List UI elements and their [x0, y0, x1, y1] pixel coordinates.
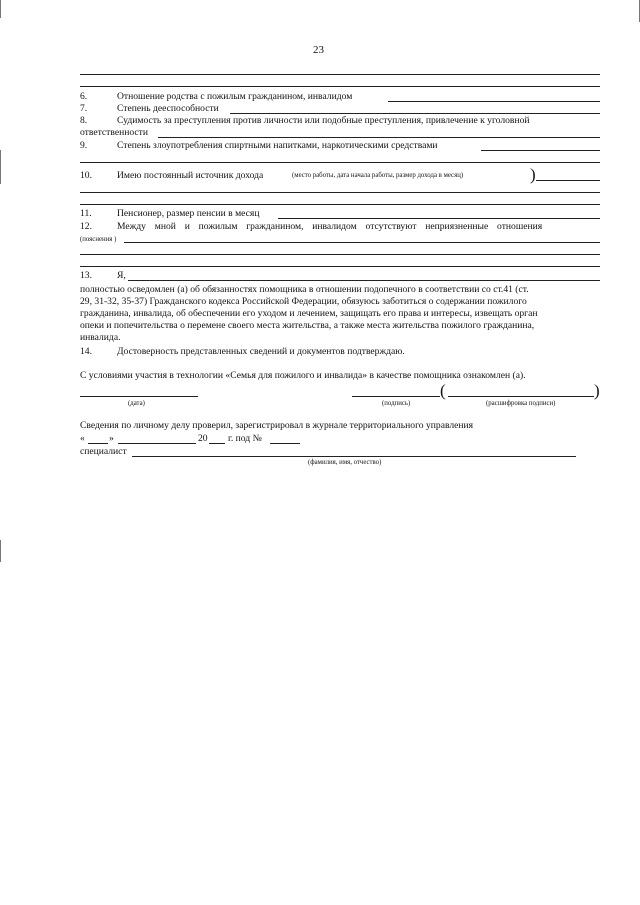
decode-open-paren: ( [440, 381, 446, 400]
item-11-blank [278, 218, 600, 219]
page-number: 23 [313, 44, 324, 56]
blank-line [80, 162, 600, 163]
item-12-text: Между мной и пожилым гражданином, инвалидом отсутствуют неприязненные отношения [117, 221, 543, 232]
item-8-blank [158, 137, 600, 138]
item-7-blank [230, 113, 600, 114]
registration-number-blank [270, 443, 300, 444]
year-prefix: 20 [198, 433, 208, 444]
item-8-text: Судимость за преступления против личности или подобные преступления, привлечение к уголовной [117, 115, 530, 126]
blank-line [80, 266, 600, 267]
item-11-number: 11. [80, 208, 92, 219]
blank-line [80, 204, 600, 205]
item-13-paragraph-line-3: гражданина, инвалида, об обеспечении его уходом и лечением, защищать его права и интересы, извещать орган [80, 308, 538, 319]
item-12-blank [124, 242, 600, 243]
blank-line [80, 74, 600, 75]
item-14-number: 14. [80, 346, 92, 357]
item-10-number: 10. [80, 170, 92, 181]
item-14-text: Достоверность представленных сведений и документов подтверждаю. [117, 346, 405, 357]
item-7-text: Степень дееспособности [117, 103, 219, 114]
item-13-paragraph-line-2: 29, 31-32, 35-37) Гражданского кодекса Российской Федерации, обязуюсь заботиться о содержании пожилого [80, 296, 527, 307]
item-10-hint: (место работы, дата начала работы, размер дохода в месяц) [292, 172, 464, 179]
item-10-bracket: ) [530, 165, 536, 184]
quote-open: « [80, 433, 85, 444]
specialist-label: специалист [80, 446, 127, 457]
conditions-text: С условиями участия в технологии «Семья для пожилого и инвалида» в качестве помощника ознакомлен (а). [80, 370, 526, 381]
fio-label: (фамилия, имя, отчество) [308, 459, 382, 466]
item-9-text: Степень злоупотребления спиртными напитками, наркотическими средствами [117, 140, 438, 151]
item-9-blank [481, 150, 600, 151]
quote-close: » [109, 433, 114, 444]
item-6-text: Отношение родства с пожилым гражданином, инвалидом [117, 91, 353, 102]
blank-line [80, 254, 600, 255]
item-9-number: 9. [80, 140, 88, 151]
verification-text: Сведения по личному делу проверил, зарегистрировал в журнале территориального управления [80, 420, 474, 431]
item-13-paragraph-line-1: полностью осведомлен (а) об обязанностях помощника в отношении подопечного в соответствии со ст.41 (ст. [80, 284, 529, 295]
item-13-paragraph-line-4: опеки и попечительства о перемене своего места жительства, а также места жительства пожилого гражданина, [80, 320, 535, 331]
item-12-hint: (пояснения ) [80, 236, 117, 243]
item-7-number: 7. [80, 103, 88, 114]
day-blank [88, 443, 108, 444]
item-13-number: 13. [80, 270, 92, 281]
signature-blank [352, 396, 440, 397]
item-10-text: Имею постоянный источник дохода [117, 170, 264, 181]
item-8-text-cont: ответственности [80, 127, 148, 138]
scan-edge-mark [0, 150, 1, 184]
month-blank [118, 443, 196, 444]
year-blank [209, 443, 225, 444]
registration-number-label: г. под № [228, 433, 262, 444]
item-13-text: Я, [117, 270, 126, 281]
item-6-number: 6. [80, 91, 88, 102]
item-10-blank [536, 180, 600, 181]
scan-edge-mark [0, 0, 1, 18]
blank-line [80, 86, 600, 87]
date-label: (дата) [128, 400, 145, 407]
specialist-blank [132, 456, 576, 457]
decode-blank [448, 396, 594, 397]
item-8-number: 8. [80, 115, 88, 126]
signature-label: (подпись) [382, 400, 411, 407]
item-6-blank [388, 101, 600, 102]
item-11-text: Пенсионер, размер пенсии в месяц [117, 208, 260, 219]
item-12-number: 12. [80, 221, 92, 232]
decode-label: (расшифровка подписи) [486, 400, 556, 407]
item-13-paragraph-line-5: инвалида. [80, 332, 121, 343]
date-blank [80, 396, 198, 397]
blank-line [80, 192, 600, 193]
decode-close-paren: ) [594, 381, 600, 400]
scan-edge-mark [0, 540, 1, 562]
item-13-name-blank [128, 280, 600, 281]
